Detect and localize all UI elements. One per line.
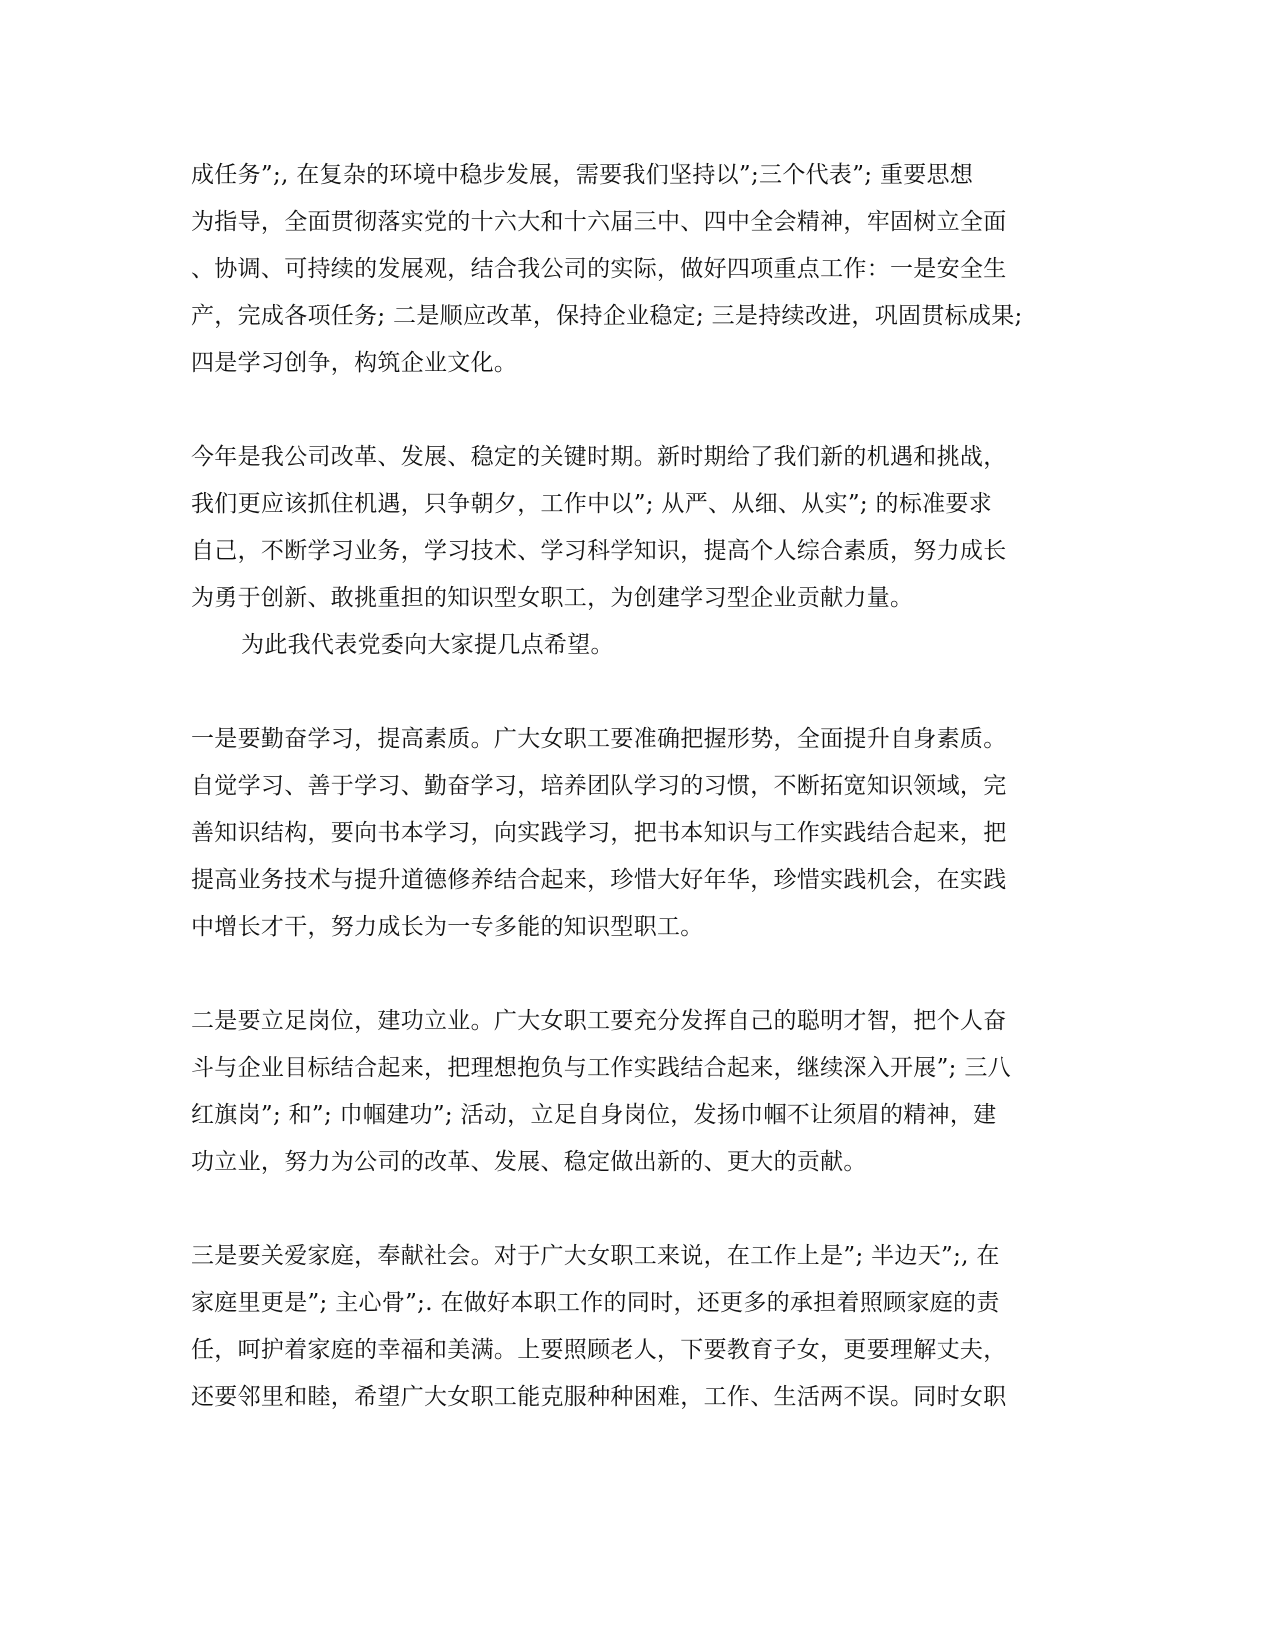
text-line: 二是要立足岗位，建功立业。广大女职工要充分发挥自己的聪明才智，把个人奋: [191, 1008, 1007, 1034]
text-line: 自己，不断学习业务，学习技术、学习科学知识，提高个人综合素质，努力成长: [191, 538, 1007, 564]
text-line: 三是要关爱家庭，奉献社会。对于广大女职工来说，在工作上是”; 半边天”;, 在: [191, 1243, 1000, 1269]
text-line: 一是要勤奋学习，提高素质。广大女职工要准确把握形势，全面提升自身素质。: [191, 726, 1007, 752]
text-line: 功立业，努力为公司的改革、发展、稳定做出新的、更大的贡献。: [191, 1149, 867, 1175]
text-line: 产，完成各项任务; 二是顺应改革，保持企业稳定; 三是持续改进，巩固贯标成果;: [191, 303, 1023, 329]
text-line: 我们更应该抓住机遇，只争朝夕，工作中以”; 从严、从细、从实”; 的标准要求: [191, 491, 993, 517]
text-line: 家庭里更是”; 主心骨”;. 在做好本职工作的同时，还更多的承担着照顾家庭的责: [191, 1290, 1000, 1316]
text-line: 为指导，全面贯彻落实党的十六大和十六届三中、四中全会精神，牢固树立全面: [191, 209, 1007, 235]
text-line: [191, 1426, 1091, 1462]
text-line: 任，呵护着家庭的幸福和美满。上要照顾老人，下要教育子女，更要理解丈夫，: [191, 1337, 1007, 1363]
text-line: 、协调、可持续的发展观，结合我公司的实际，做好四项重点工作：一是安全生: [191, 256, 1007, 282]
text-line: 还要邻里和睦，希望广大女职工能克服种种困难，工作、生活两不误。同时女职: [191, 1384, 1007, 1410]
text-line: 提高业务技术与提升道德修养结合起来，珍惜大好年华，珍惜实践机会，在实践: [191, 867, 1007, 893]
text-line: 自觉学习、善于学习、勤奋学习，培养团队学习的习惯，不断拓宽知识领域，完: [191, 773, 1007, 799]
text-line: 善知识结构，要向书本学习，向实践学习，把书本知识与工作实践结合起来，把: [191, 820, 1007, 846]
text-line: 四是学习创争，构筑企业文化。: [191, 350, 518, 376]
text-line: 红旗岗”; 和”; 巾帼建功”; 活动，立足自身岗位，发扬巾帼不让须眉的精神，建: [191, 1102, 997, 1128]
text-line: 今年是我公司改革、发展、稳定的关键时期。新时期给了我们新的机遇和挑战，: [191, 444, 1007, 470]
text-line: 斗与企业目标结合起来，把理想抱负与工作实践结合起来，继续深入开展”; 三八: [191, 1055, 1011, 1081]
text-line: 为勇于创新、敢挑重担的知识型女职工，为创建学习型企业贡献力量。: [191, 585, 914, 611]
text-line: 为此我代表党委向大家提几点希望。: [241, 632, 614, 658]
text-line: 成任务”;, 在复杂的环境中稳步发展，需要我们坚持以”;三个代表”; 重要思想: [191, 162, 974, 188]
text-line: 中增长才干，努力成长为一专多能的知识型职工。: [191, 914, 704, 940]
